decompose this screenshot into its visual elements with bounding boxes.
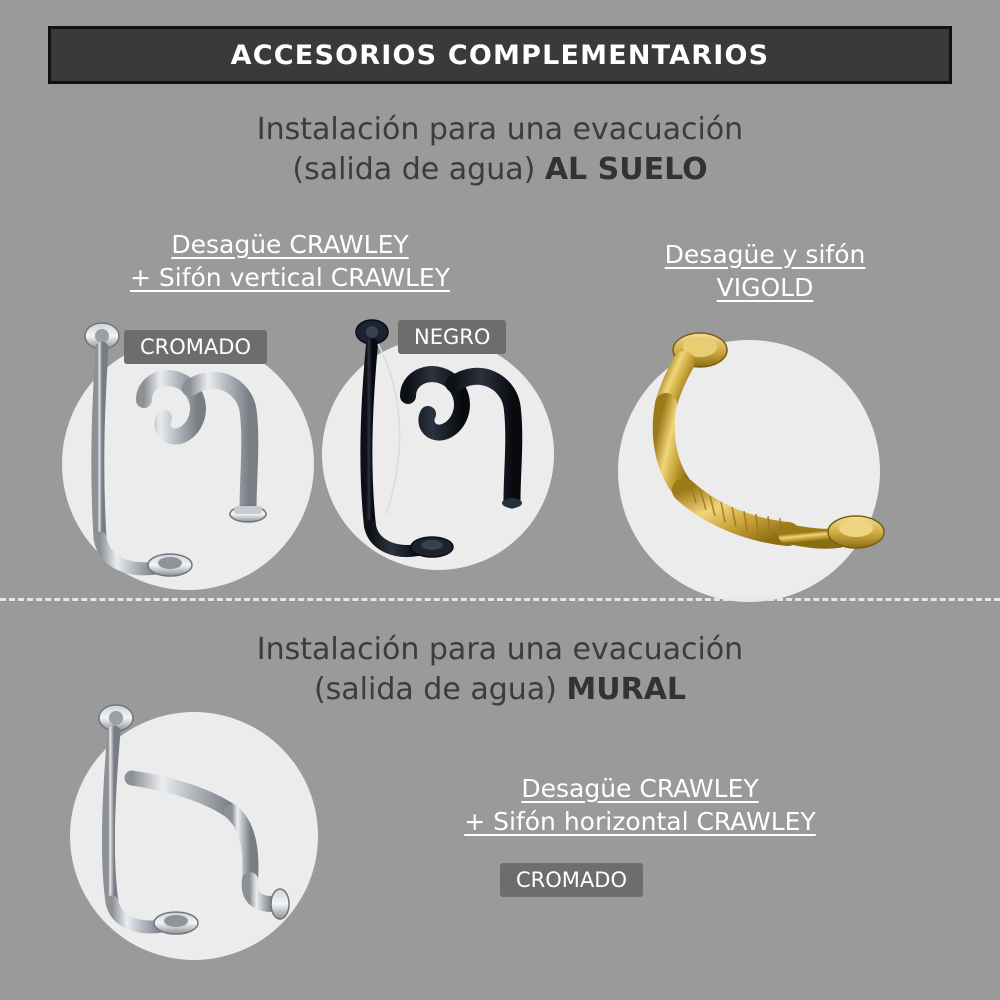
product-title-crawley-vertical	[40, 228, 540, 294]
product-title-crawley-horizontal-line1: Desagüe CRAWLEY	[521, 774, 759, 803]
product-title-crawley-horizontal	[360, 772, 920, 838]
header-banner	[48, 26, 952, 84]
product-image-vigold-gold	[608, 318, 908, 578]
product-image-crawley-horizontal-chrome	[66, 690, 346, 940]
product-title-vigold	[570, 238, 960, 304]
product-title-vigold-line1: Desagüe y sifón	[664, 240, 866, 269]
tag-cromado-horizontal: CROMADO	[500, 863, 643, 897]
product-title-vigold-line2: VIGOLD	[716, 273, 814, 302]
tag-negro: NEGRO	[398, 320, 506, 354]
section-heading-floor-line2-strong: AL SUELO	[544, 152, 708, 187]
section-heading-floor-line2	[0, 150, 1000, 190]
section-heading-floor-line1: Instalación para una evacuación	[256, 112, 744, 147]
product-title-crawley-horizontal-line2: + Sifón horizontal CRAWLEY	[464, 807, 816, 836]
section-divider	[0, 598, 1000, 601]
section-heading-wall-line2-strong: MURAL	[566, 672, 687, 707]
section-heading-wall-line1: Instalación para una evacuación	[256, 632, 744, 667]
section-heading-floor-line2-prefix: (salida de agua)	[292, 152, 545, 187]
section-heading-floor	[0, 110, 1000, 190]
product-title-crawley-vertical-line2: + Sifón vertical CRAWLEY	[129, 263, 451, 292]
product-title-crawley-vertical-line1: Desagüe CRAWLEY	[171, 230, 409, 259]
banner-title: ACCESORIOS COMPLEMENTARIOS	[230, 39, 770, 71]
tag-cromado-vertical: CROMADO	[124, 330, 267, 364]
section-heading-wall-line2-prefix: (salida de agua)	[313, 672, 567, 707]
